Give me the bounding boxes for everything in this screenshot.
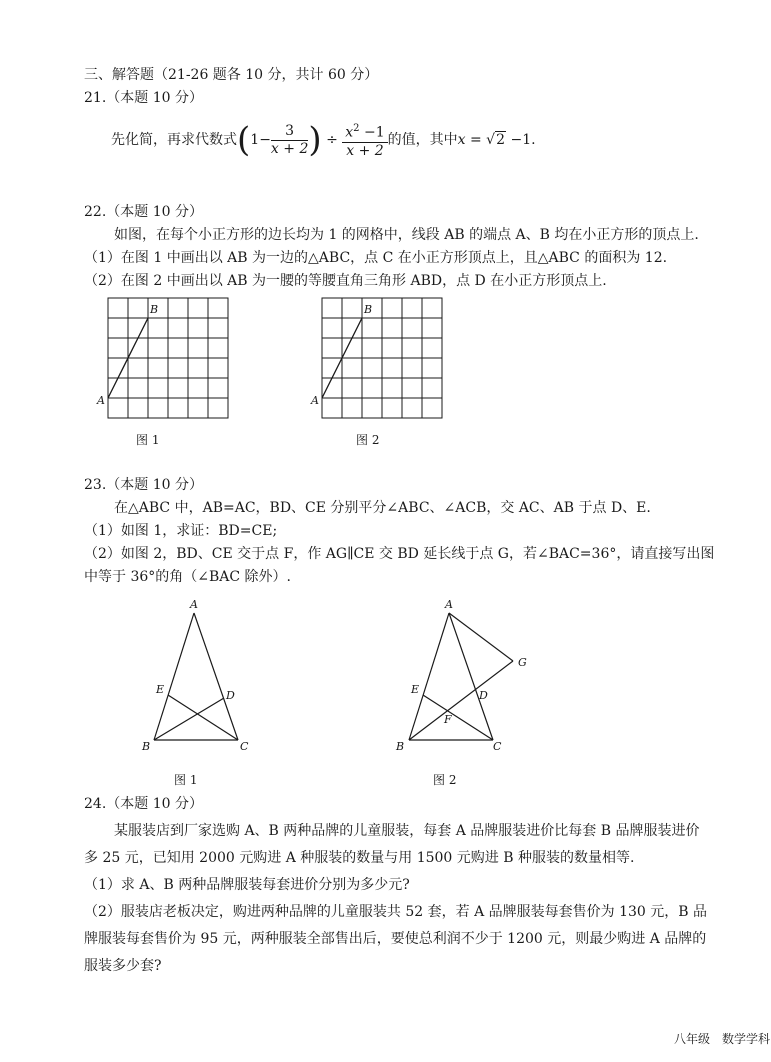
q23-fig1-label-e: E xyxy=(156,683,165,696)
q24-line-0: 某服装店到厂家选购 A、B 两种品牌的儿童服装，每套 A 品牌服装进价比每套 B 品牌服装进价 xyxy=(114,823,700,839)
q23-fig1-side-ac xyxy=(194,613,238,740)
q21-x-eq: x = xyxy=(457,132,487,148)
q22-fig2-label-b: B xyxy=(364,303,373,316)
q24-line-5: 服装多少套? xyxy=(84,958,162,974)
q23-figure-1 xyxy=(130,595,270,760)
q23-line-2: （2）如图 2，BD、CE 交于点 F，作 AG∥CE 交 BD 延长线于点 G，若∠BAC=36°，请直接写出图 xyxy=(84,546,715,562)
q22-header: 22.（本题 10 分） xyxy=(84,204,203,220)
q23-fig1-label-a: A xyxy=(190,598,198,611)
q21-expression xyxy=(111,118,536,162)
q23-fig1-label-b: B xyxy=(142,740,151,753)
q24-header: 24.（本题 10 分） xyxy=(84,796,203,812)
q24-line-2: （1）求 A、B 两种品牌服装每套进价分别为多少元? xyxy=(84,877,410,893)
q21-one: 1 xyxy=(250,132,260,148)
q22-fig1-caption: 图 1 xyxy=(136,433,160,447)
q21-sqrt-symbol: √ xyxy=(486,132,496,148)
q23-fig1-label-c: C xyxy=(240,740,249,753)
q21-f1-denominator: x + 2 xyxy=(270,140,309,157)
q23-fig2-label-a: A xyxy=(445,598,453,611)
q21-header: 21.（本题 10 分） xyxy=(84,90,203,106)
q23-fig2-side-ac xyxy=(449,613,493,740)
q21-minus: − xyxy=(259,132,271,148)
q21-prefix: 先化简，再求代数式 xyxy=(111,132,237,148)
q21-f1-numerator: 3 xyxy=(271,123,308,141)
q24-line-1: 多 25 元，已知用 2000 元购进 A 种服装的数量与用 1500 元购进 B 种服装的数量相等. xyxy=(84,850,635,866)
q24-line-4: 牌服装每套售价为 95 元，两种服装全部售出后，要使总利润不少于 1200 元，则最少购进 A 品牌的 xyxy=(84,931,707,947)
q23-fig1-caption: 图 1 xyxy=(174,773,198,787)
q23-header: 23.（本题 10 分） xyxy=(84,477,203,493)
section-heading: 三、解答题（21-26 题各 10 分，共计 60 分） xyxy=(84,67,379,83)
q21-f2-num-exp: 2 xyxy=(353,123,360,135)
q23-fig1-side-ab xyxy=(154,613,194,740)
q23-line-1: （1）如图 1，求证：BD=CE; xyxy=(84,523,278,539)
q23-line-3: 中等于 36°的角（∠BAC 除外）. xyxy=(84,569,292,585)
q22-fig2-caption: 图 2 xyxy=(356,433,380,447)
q23-fig2-label-b: B xyxy=(396,740,405,753)
q21-close-paren: ) xyxy=(308,120,322,160)
q21-tail: −1. xyxy=(506,132,536,148)
q21-divide: ÷ xyxy=(326,132,338,148)
q21-fraction-1 xyxy=(271,123,308,158)
q23-fig2-segment-bg xyxy=(409,661,513,740)
q22-fig1-label-a: A xyxy=(97,394,105,407)
q23-fig2-label-g: G xyxy=(518,656,527,669)
q23-fig2-label-c: C xyxy=(493,740,502,753)
q21-sqrt-value: 2 xyxy=(496,132,506,148)
q23-line-0: 在△ABC 中，AB=AC，BD、CE 分别平分∠ABC、∠ACB，交 AC、AB 于点 D、E. xyxy=(114,500,651,516)
q22-fig1-label-b: B xyxy=(150,303,159,316)
q23-figure-2 xyxy=(385,595,545,760)
q22-figure-2 xyxy=(310,292,450,422)
q23-fig2-label-f: F xyxy=(444,713,452,726)
q23-fig2-side-ab xyxy=(409,613,449,740)
q21-fraction-2 xyxy=(342,120,387,160)
page-footer: 八年级 数学学科 xyxy=(674,1032,771,1046)
q21-mid: 的值，其中 xyxy=(387,132,458,148)
q22-line-2: （2）在图 2 中画出以 AB 为一腰的等腰直角三角形 ABD，点 D 在小正方形顶点上. xyxy=(84,273,607,289)
q22-line-0: 如图，在每个小正方形的边长均为 1 的网格中，线段 AB 的端点 A、B 均在小正方形的顶点上. xyxy=(114,227,699,243)
q21-f2-num-base: x xyxy=(345,124,354,141)
q22-fig2-grid xyxy=(322,298,442,418)
q21-f2-num-rest: −1 xyxy=(359,124,385,141)
q23-fig1-segment-bd xyxy=(154,698,224,740)
q21-f2-denominator: x + 2 xyxy=(346,142,384,159)
q24-line-3: （2）服装店老板决定，购进两种品牌的儿童服装共 52 套，若 A 品牌服装每套售价为 130 元，B 品 xyxy=(84,904,707,920)
q23-fig2-label-d: D xyxy=(479,689,488,702)
q21-open-paren: ( xyxy=(237,120,251,160)
q23-fig2-caption: 图 2 xyxy=(433,773,457,787)
q21-f2-numerator xyxy=(342,120,387,143)
q23-fig2-segment-ag xyxy=(449,613,513,661)
q22-fig2-label-a: A xyxy=(311,394,319,407)
q23-fig2-label-e: E xyxy=(411,683,420,696)
q22-fig1-grid xyxy=(108,298,228,418)
q23-fig1-label-d: D xyxy=(226,689,235,702)
q22-line-1: （1）在图 1 中画出以 AB 为一边的△ABC，点 C 在小正方形顶点上，且△ABC 的面积为 12. xyxy=(84,250,668,266)
q22-figure-1 xyxy=(96,292,236,422)
